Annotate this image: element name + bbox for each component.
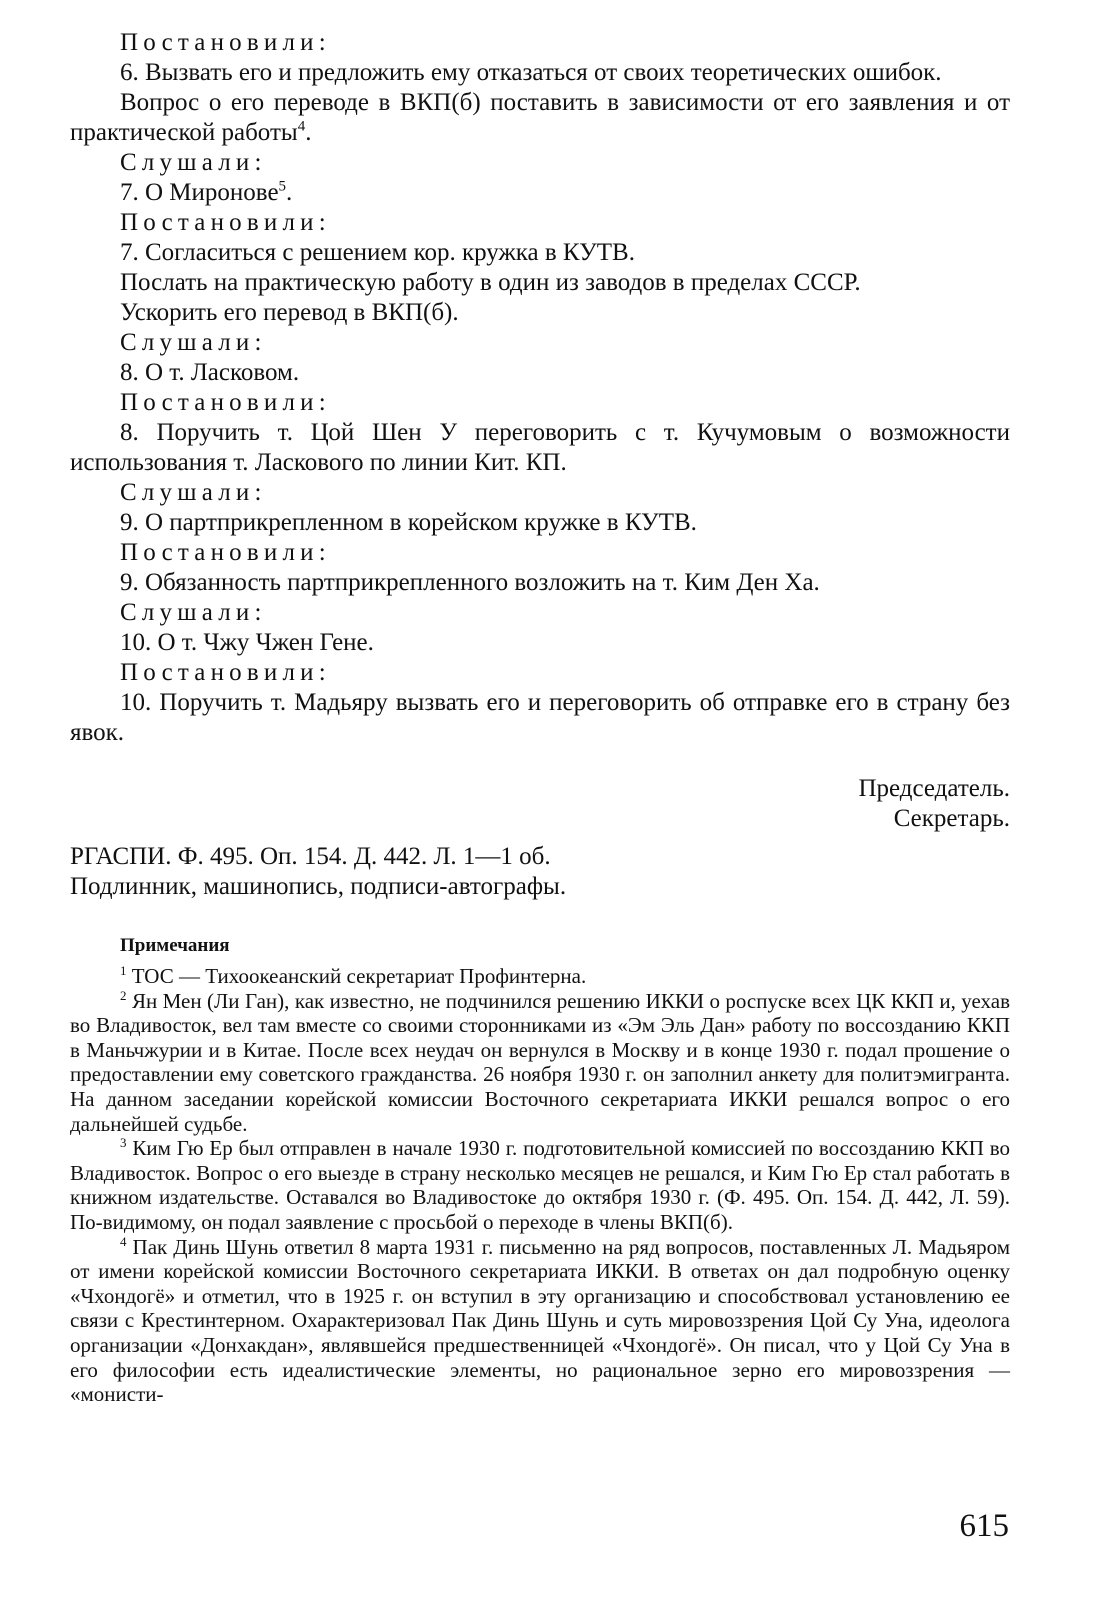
section-label — [70, 538, 1010, 568]
line-text: 7. Согласиться с решением кор. кружка в КУТВ. — [120, 239, 635, 266]
line-text: 8. О т. Ласковом. — [120, 359, 300, 386]
note-item — [70, 1235, 1010, 1407]
line-text: Слушали: — [120, 479, 267, 506]
section-label — [70, 388, 1010, 418]
note-item — [70, 989, 1010, 1137]
protocol-line — [70, 568, 1010, 598]
line-text: 8. Поручить т. Цой Шен У переговорить с т. Кучумовым о возможности использования т. Ласкового по линии Кит. КП. — [70, 419, 1010, 476]
line-text: Ускорить его перевод в ВКП(б). — [120, 299, 459, 326]
note-item — [70, 964, 1010, 989]
section-label — [70, 208, 1010, 238]
line-text: Постановили: — [120, 209, 331, 236]
protocol-line — [70, 238, 1010, 268]
note-item — [70, 1136, 1010, 1234]
protocol-line — [70, 358, 1010, 388]
protocol-body — [70, 28, 1010, 748]
line-text: 10. О т. Чжу Чжен Гене. — [120, 629, 374, 656]
note-number: 2 — [120, 987, 127, 1003]
line-text: 9. О партприкрепленном в корейском кружке в КУТВ. — [120, 509, 697, 536]
notes-title: Примечания — [120, 935, 230, 956]
line-text: Постановили: — [120, 539, 331, 566]
line-punctuation: . — [286, 179, 293, 206]
protocol-line — [70, 628, 1010, 658]
line-punctuation: . — [305, 119, 312, 146]
signature-chairman: Председатель. — [858, 775, 1010, 802]
line-text: Слушали: — [120, 329, 267, 356]
protocol-line — [70, 268, 1010, 298]
line-text: 7. О Миронове — [120, 179, 279, 206]
line-text: 6. Вызвать его и предложить ему отказаться от своих теоретических ошибок. — [120, 59, 942, 86]
line-text: Послать на практическую работу в один из заводов в пределах СССР. — [120, 269, 861, 296]
document-description: Подлинник, машинопись, подписи-автографы. — [70, 873, 567, 900]
note-number: 3 — [120, 1135, 127, 1151]
protocol-line — [70, 178, 1010, 208]
page-content — [70, 28, 1010, 1407]
page-number: 615 — [959, 1508, 1009, 1544]
section-label — [70, 478, 1010, 508]
note-text: Ким Гю Ер был отправлен в начале 1930 г. подготовительной комиссией по воссозданию ККП во Владивосток. Вопрос о его выезде в страну несколько месяцев не решался, и Ким Гю Ер стал работать в книжном издательстве. Оставался во Владивостоке до октября 1930 г. (Ф. 495. Оп. 154. Д. 442, Л. 59). По-видимому, он подал заявление с просьбой о переходе в члены ВКП(б). — [70, 1136, 1011, 1234]
notes-list — [70, 964, 1010, 1407]
archive-reference: РГАСПИ. Ф. 495. Оп. 154. Д. 442. Л. 1—1 об. — [70, 843, 551, 870]
line-text: Слушали: — [120, 149, 267, 176]
protocol-line — [70, 298, 1010, 328]
line-text: 10. Поручить т. Мадьяру вызвать его и переговорить об отправке его в страну без явок. — [70, 689, 1010, 746]
footnote-ref: 5 — [278, 178, 287, 195]
protocol-paragraph — [70, 418, 1010, 478]
line-text: Постановили: — [120, 29, 331, 56]
section-label — [70, 328, 1010, 358]
protocol-line — [70, 58, 1010, 88]
section-label — [70, 658, 1010, 688]
note-text: Ян Мен (Ли Ган), как известно, не подчинился решению ИККИ о роспуске всех ЦК ККП и, уехав во Владивосток, вел там вместе со своими сторонниками из «Эм Эль Дан» работу по воссозданию ККП в Маньчжурии и в Китае. После всех неудач он вернулся в Москву и в конце 1930 г. подал прошение о предоставлении ему советского гражданства. 26 ноября 1930 г. он заполнил анкету для политэмигранта. На данном заседании корейской комиссии Восточного секретариата ИККИ решался вопрос о его дальнейшей судьбе. — [70, 988, 1011, 1136]
note-text: Пак Динь Шунь ответил 8 марта 1931 г. письменно на ряд вопросов, поставленных Л. Мадьяром от имени корейской комиссии Восточного секретариата ИККИ. В ответах он дал подробную оценку «Чхондогё» и отметил, что в 1925 г. он вступил в эту организацию и способствовал установлению ее связи с Крестинтерном. Охарактеризовал Пак Динь Шунь и суть мировоззрения Цой Су Уна, идеолога организации «Донхакдан», являвшейся предшественницей «Чхондогё». Он писал, что у Цой Су Уна в его философии есть идеалистические элементы, но рациональное зерно его мировоззрения — «монисти- — [70, 1234, 1010, 1407]
footnote-ref: 4 — [297, 118, 306, 135]
line-text: Вопрос о его переводе в ВКП(б) поставить в зависимости от его заявления и от практической работы — [70, 89, 1010, 146]
protocol-line — [70, 508, 1010, 538]
section-label — [70, 28, 1010, 58]
protocol-paragraph — [70, 688, 1010, 748]
note-number: 1 — [120, 963, 127, 978]
section-label — [70, 148, 1010, 178]
note-number: 4 — [120, 1233, 127, 1249]
signature-secretary: Секретарь. — [893, 805, 1010, 832]
line-text: Постановили: — [120, 659, 331, 686]
line-text: 9. Обязанность партприкрепленного возложить на т. Ким Ден Ха. — [120, 569, 820, 596]
note-text: ТОС — Тихоокеанский секретариат Профинтерна. — [131, 964, 587, 988]
line-text: Постановили: — [120, 389, 331, 416]
protocol-paragraph — [70, 88, 1010, 148]
line-text: Слушали: — [120, 599, 267, 626]
section-label — [70, 598, 1010, 628]
